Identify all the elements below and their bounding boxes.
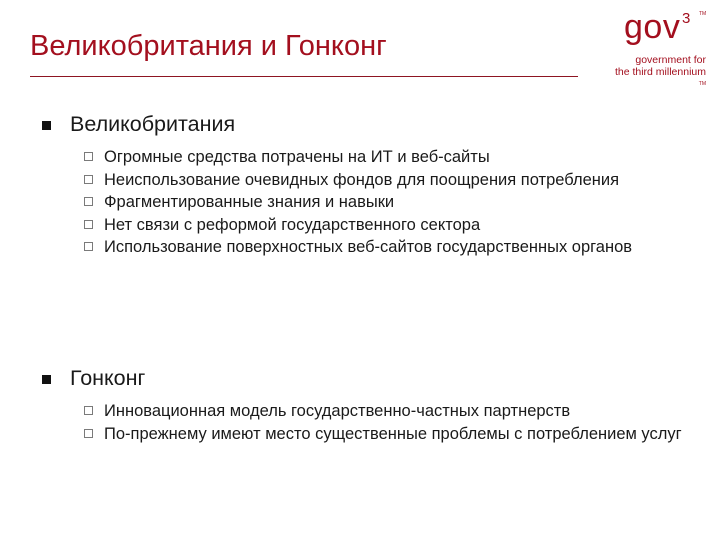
- bullet-list: [42, 146, 692, 259]
- logo-superscript: 3: [682, 10, 691, 27]
- gov3-logo: [598, 8, 716, 86]
- logo-tagline-trademark: TM: [698, 81, 706, 87]
- checkbox-bullet-icon: [84, 197, 93, 206]
- list-item-text: Неиспользование очевидных фондов для поощрения потребления: [104, 170, 620, 189]
- square-bullet-icon: [42, 375, 51, 384]
- list-item: [42, 423, 692, 446]
- list-item-text: Огромные средства потрачены на ИТ и веб-сайты: [104, 148, 490, 166]
- slide-title: Великобритания и Гонконг: [30, 30, 387, 62]
- list-item: [42, 400, 692, 423]
- logo-wordmark: gov: [624, 8, 681, 46]
- list-item: [42, 236, 692, 259]
- list-item: [42, 191, 692, 214]
- list-item: [42, 146, 692, 169]
- logo-tagline: [606, 54, 706, 90]
- section-uk: [42, 112, 692, 259]
- logo-trademark: TM: [699, 11, 707, 17]
- logo-tagline-line2: the third millennium TM: [606, 66, 706, 90]
- section-label: Великобритания: [70, 112, 236, 136]
- title-divider: [30, 76, 578, 77]
- section-heading: [42, 366, 692, 400]
- checkbox-bullet-icon: [84, 429, 93, 438]
- list-item-text: Нет связи с реформой государственного сектора: [104, 215, 481, 234]
- checkbox-bullet-icon: [84, 152, 93, 161]
- square-bullet-icon: [42, 121, 51, 130]
- checkbox-bullet-icon: [84, 220, 93, 229]
- bullet-list: [42, 400, 692, 445]
- section-heading: [42, 112, 692, 146]
- list-item: [42, 169, 692, 192]
- list-item-text: Фрагментированные знания и навыки: [104, 193, 395, 211]
- logo-tagline-line1: government for: [635, 54, 706, 66]
- checkbox-bullet-icon: [84, 175, 93, 184]
- list-item-text: Использование поверхностных веб-сайтов государственных органов: [104, 238, 633, 256]
- list-item-text: По-прежнему имеют место существенные проблемы с потреблением услуг: [104, 424, 682, 443]
- list-item-text: Инновационная модель государственно-частных партнерств: [104, 402, 571, 420]
- checkbox-bullet-icon: [84, 242, 93, 251]
- list-item: [42, 214, 692, 237]
- section-label: Гонконг: [70, 366, 146, 390]
- section-hong-kong: [42, 366, 692, 445]
- checkbox-bullet-icon: [84, 406, 93, 415]
